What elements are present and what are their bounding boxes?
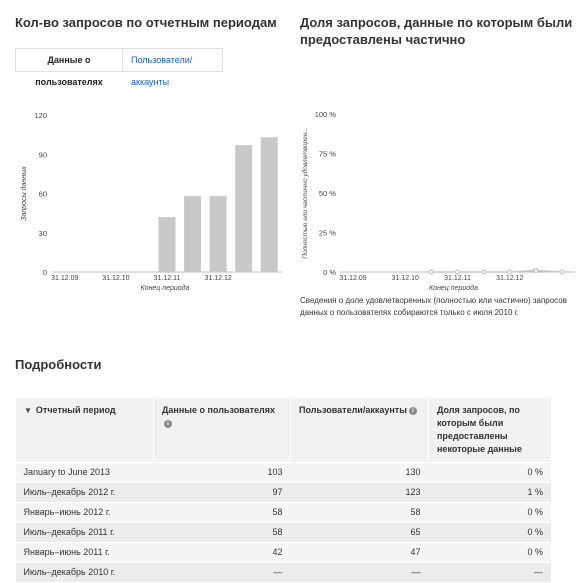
details-header-row [16, 398, 552, 463]
cell-user-data: 97 [154, 483, 291, 503]
y-tick-label: 75 % [318, 149, 336, 159]
table-row [16, 463, 552, 483]
cell-accounts: 47 [291, 543, 429, 563]
details-table [15, 398, 551, 582]
y-tick-label: 50 % [318, 189, 336, 198]
cell-period: Июль–декабрь 2012 г. [16, 483, 154, 503]
cell-accounts: 65 [291, 523, 429, 543]
cell-share: — [429, 563, 552, 583]
column-header-share[interactable] [429, 398, 552, 463]
info-icon[interactable]: i [409, 407, 417, 415]
cell-share: 1 % [429, 483, 552, 503]
x-tick-label: 31.12.12 [496, 275, 524, 282]
cell-period: Январь–июнь 2012 г. [16, 503, 154, 523]
cell-period: Январь–июнь 2011 г. [16, 543, 154, 563]
x-tick-label: 31.12.10 [391, 275, 419, 282]
table-row [16, 523, 552, 543]
cell-accounts: — [291, 563, 429, 583]
column-header-user-data[interactable] [154, 398, 291, 463]
cell-user-data: 58 [154, 523, 291, 543]
x-tick-label: 31.12.12 [204, 275, 232, 282]
bar [184, 196, 201, 272]
data-point [456, 270, 460, 274]
table-row [16, 503, 552, 523]
cell-user-data: 103 [154, 463, 291, 483]
cell-share: 0 % [429, 543, 552, 563]
column-header-period-label: Отчетный период [35, 405, 116, 415]
cell-share: 0 % [429, 503, 552, 523]
y-tick-label: 0 [42, 268, 47, 277]
partial-share-line-chart [295, 100, 582, 292]
partial-share-note-line1: Сведения о доле удовлетворенных (полностью или частично) запросов [300, 296, 567, 305]
cell-accounts: 130 [291, 463, 429, 483]
y-axis-label: Полностью или частично удовлетворен... [302, 127, 309, 259]
cell-share: 0 % [429, 463, 552, 483]
y-tick-label: 60 [38, 189, 47, 199]
details-heading: Подробности [15, 357, 102, 372]
data-point [429, 270, 433, 274]
partial-share-note [300, 295, 567, 319]
x-axis-label: Конец периода [140, 285, 190, 292]
x-axis-label: Конец периода [429, 285, 478, 292]
requests-bar-chart [0, 100, 290, 300]
data-point [560, 270, 564, 274]
data-point [534, 268, 538, 272]
bar [235, 145, 252, 272]
partial-share-title-line2: предоставлены частично [300, 32, 466, 47]
y-tick-label: 100 % [314, 110, 336, 119]
x-tick-label: 31.12.09 [339, 275, 367, 282]
y-tick-label: 30 [38, 228, 47, 238]
table-row [16, 563, 552, 583]
cell-period: Июль–декабрь 2010 г. [16, 563, 154, 583]
table-row [16, 483, 552, 503]
partial-share-chart-title [300, 14, 572, 48]
x-tick-label: 31.12.10 [102, 275, 130, 282]
cell-user-data: 42 [154, 543, 291, 563]
data-point [508, 270, 512, 274]
table-row [16, 543, 552, 563]
column-header-period[interactable] [16, 398, 154, 463]
partial-share-title-line1: Доля запросов, данные по которым были [300, 15, 573, 30]
bar [159, 217, 176, 272]
sort-caret-icon[interactable]: ▼ [24, 406, 32, 415]
y-axis-label: Запросы данных [21, 166, 28, 221]
tab-users-accounts[interactable]: Пользователи/аккаунты [131, 55, 193, 87]
cell-period: Июль–декабрь 2011 г. [16, 523, 154, 543]
requests-chart-title: Кол-во запросов по отчетным периодам [15, 15, 277, 30]
partial-share-note-line2: данных о пользователях собираются только с июля 2010 г. [300, 308, 519, 317]
cell-user-data: — [154, 563, 291, 583]
info-icon[interactable]: i [164, 420, 172, 428]
details-table-wrap [15, 398, 551, 582]
bar [210, 196, 227, 272]
bar [261, 137, 278, 272]
y-tick-label: 90 [38, 150, 47, 160]
column-header-user-data-label: Данные о пользователях [162, 405, 275, 415]
cell-period: January to June 2013 [16, 463, 154, 483]
tab-user-data[interactable]: Данные о пользователях [16, 49, 123, 71]
cell-share: 0 % [429, 523, 552, 543]
x-tick-label: 31.12.09 [51, 275, 79, 282]
y-tick-label: 120 [34, 111, 47, 120]
column-header-share-label: Доля запросов, по которым были предоставлены некоторые данные [437, 405, 522, 454]
cell-accounts: 123 [291, 483, 429, 503]
chart-tabs [15, 48, 223, 87]
y-tick-label: 0 % [323, 268, 336, 277]
x-tick-label: 31.12.11 [153, 275, 181, 282]
y-tick-label: 25 % [318, 228, 336, 238]
cell-user-data: 58 [154, 503, 291, 523]
column-header-accounts[interactable] [291, 398, 429, 463]
data-point [482, 270, 486, 274]
x-tick-label: 31.12.11 [444, 275, 471, 282]
cell-accounts: 58 [291, 503, 429, 523]
column-header-accounts-label: Пользователи/аккаунты [299, 405, 407, 415]
